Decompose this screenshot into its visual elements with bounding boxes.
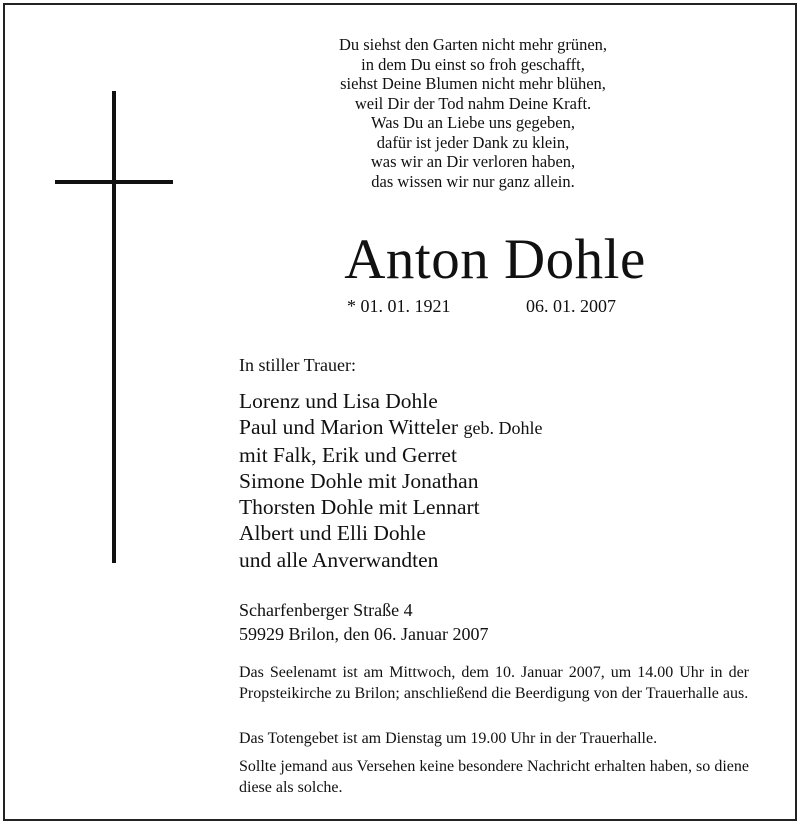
death-date: 06. 01. 2007 (526, 296, 616, 316)
funeral-announcement: Das Seelenamt ist am Mittwoch, dem 10. Januar 2007, um 14.00 Uhr in der Propsteikirche zu Brilon; anschließend die Beerdigung von der Trauerhalle aus. (239, 664, 749, 702)
poem-line: in dem Du einst so froh geschafft, (361, 54, 585, 74)
prayer-announcement: Das Totengebet ist am Dienstag um 19.00 Uhr in der Trauerhalle. (239, 730, 658, 747)
poem-line: dafür ist jeder Dank zu klein, (376, 132, 570, 152)
deceased-name: Anton Dohle (344, 228, 646, 291)
mourner-line: mit Falk, Erik und Gerret (239, 442, 457, 467)
poem-line: was wir an Dir verloren haben, (370, 152, 576, 171)
address-city-date: 59929 Brilon, den 06. Januar 2007 (239, 624, 489, 644)
cross-icon-bar (55, 180, 173, 184)
cross-icon (112, 91, 116, 563)
mourner-line: Thorsten Dohle mit Lennart (239, 495, 480, 520)
memorial-poem (263, 35, 683, 191)
mourning-intro: In stiller Trauer: (239, 355, 356, 375)
mourner-line: Albert und Elli Dohle (239, 521, 426, 546)
mourners-list (239, 388, 542, 573)
poem-line: Du siehst den Garten nicht mehr grünen, (338, 35, 608, 54)
family-address (239, 598, 488, 646)
poem-line: weil Dir der Tod nahm Deine Kraft. (354, 93, 592, 113)
obituary-notice (3, 3, 797, 821)
mourner-line: Simone Dohle mit Jonathan (239, 468, 479, 493)
mourner-line: Lorenz und Lisa Dohle (239, 389, 438, 413)
mourner-name: Paul und Marion Witteler (239, 415, 459, 440)
poem-line: siehst Deine Blumen nicht mehr blühen, (340, 74, 606, 93)
maiden-name-suffix: geb. Dohle (463, 418, 543, 439)
mourner-line: und alle Anverwandten (239, 547, 439, 572)
birth-date: * 01. 01. 1921 (347, 296, 451, 316)
notice-disclaimer: Sollte jemand aus Versehen keine besondere Nachricht erhalten haben, so diene diese als solche. (239, 758, 749, 796)
poem-line: Was Du an Liebe uns gegeben, (371, 113, 575, 132)
mourner-line-with-suffix (239, 414, 542, 441)
address-street: Scharfenberger Straße 4 (239, 600, 413, 620)
poem-line: das wissen wir nur ganz allein. (371, 171, 575, 191)
